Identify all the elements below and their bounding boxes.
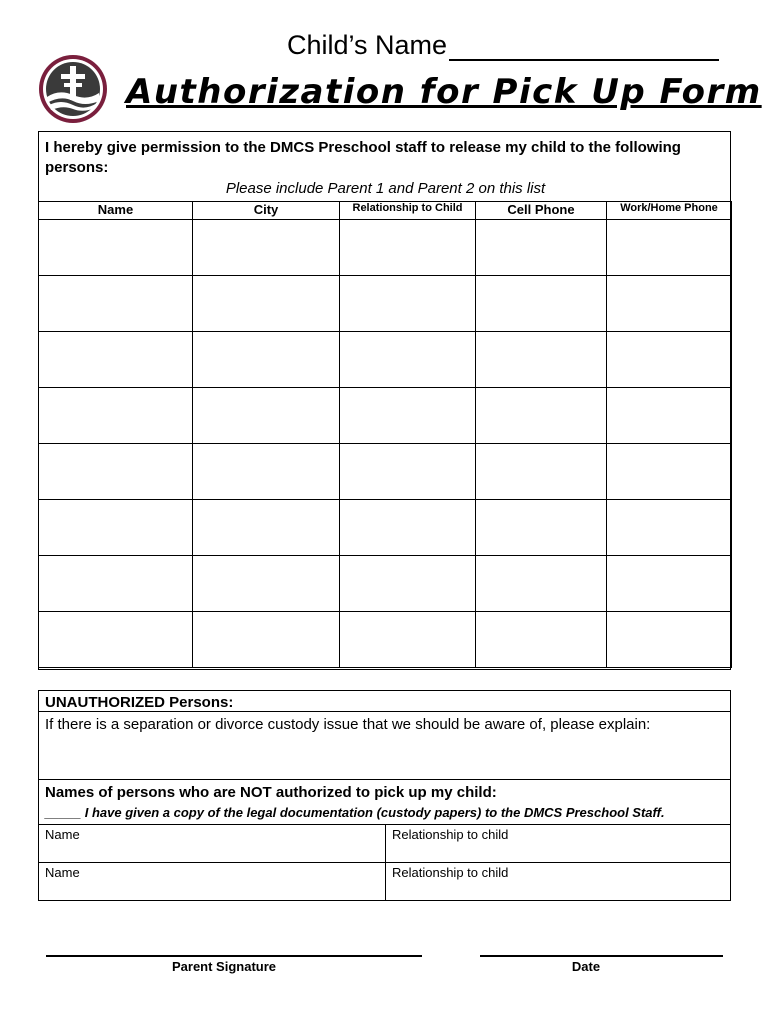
work-home-phone-cell[interactable] [607, 444, 732, 500]
child-name-label: Child’s Name [287, 30, 448, 60]
name-label: Name [45, 827, 80, 842]
relationship-cell[interactable] [340, 500, 476, 556]
column-header-cell-phone: Cell Phone [476, 202, 607, 220]
city-cell[interactable] [193, 332, 340, 388]
name-label: Name [45, 865, 80, 880]
table-row [39, 444, 732, 500]
city-cell[interactable] [193, 444, 340, 500]
name-cell[interactable] [39, 332, 193, 388]
custody-explanation-field[interactable] [39, 733, 730, 779]
table-header-row [39, 202, 732, 220]
name-cell[interactable] [39, 612, 193, 668]
cell-phone-cell[interactable] [476, 500, 607, 556]
unauthorized-name-field-2[interactable] [39, 863, 385, 900]
unauthorized-name-field-1[interactable] [39, 825, 385, 862]
cell-phone-cell[interactable] [476, 444, 607, 500]
table-row [39, 500, 732, 556]
city-cell[interactable] [193, 612, 340, 668]
authorized-persons-table [38, 201, 732, 668]
city-cell[interactable] [193, 276, 340, 332]
relationship-label: Relationship to child [392, 865, 509, 880]
unauthorized-relationship-field-1[interactable] [386, 825, 730, 862]
divider [39, 779, 730, 780]
column-header-city: City [193, 202, 340, 220]
school-logo [37, 53, 109, 125]
relationship-cell[interactable] [340, 276, 476, 332]
column-divider [385, 824, 386, 900]
parent-signature-label: Parent Signature [171, 959, 277, 974]
not-authorized-heading: Names of persons who are NOT authorized to pick up my child: [45, 784, 497, 801]
cell-phone-cell[interactable] [476, 332, 607, 388]
city-cell[interactable] [193, 556, 340, 612]
table-row [39, 388, 732, 444]
relationship-cell[interactable] [340, 220, 476, 276]
city-cell[interactable] [193, 388, 340, 444]
name-cell[interactable] [39, 500, 193, 556]
table-row [39, 612, 732, 668]
child-name-line[interactable] [449, 33, 719, 61]
form-title: Authorization for Pick Up Form [126, 72, 762, 112]
cell-phone-cell[interactable] [476, 388, 607, 444]
cell-phone-cell[interactable] [476, 220, 607, 276]
date-line[interactable] [480, 955, 723, 957]
unauthorized-relationship-field-2[interactable] [386, 863, 730, 900]
table-row [39, 332, 732, 388]
legal-documentation-checkline[interactable]: _____ I have given a copy of the legal documentation (custody papers) to the DMCS Preschool Staff. [45, 805, 665, 820]
work-home-phone-cell[interactable] [607, 220, 732, 276]
parent-signature-line[interactable] [46, 955, 422, 957]
name-cell[interactable] [39, 556, 193, 612]
work-home-phone-cell[interactable] [607, 388, 732, 444]
custody-question: If there is a separation or divorce custody issue that we should be aware of, please explain: [45, 716, 651, 733]
city-cell[interactable] [193, 220, 340, 276]
work-home-phone-cell[interactable] [607, 276, 732, 332]
unauthorized-header: UNAUTHORIZED Persons: [45, 694, 234, 711]
table-row [39, 276, 732, 332]
cell-phone-cell[interactable] [476, 276, 607, 332]
city-cell[interactable] [193, 500, 340, 556]
table-row [39, 556, 732, 612]
table-row [39, 220, 732, 276]
authorized-persons-section [38, 131, 731, 670]
unauthorized-persons-section [38, 690, 731, 901]
column-header-relationship: Relationship to Child [340, 202, 476, 220]
relationship-cell[interactable] [340, 444, 476, 500]
cell-phone-cell[interactable] [476, 556, 607, 612]
relationship-cell[interactable] [340, 388, 476, 444]
work-home-phone-cell[interactable] [607, 500, 732, 556]
name-cell[interactable] [39, 388, 193, 444]
column-header-work-home-phone: Work/Home Phone [607, 202, 732, 220]
cell-phone-cell[interactable] [476, 612, 607, 668]
date-label: Date [571, 959, 601, 974]
name-cell[interactable] [39, 220, 193, 276]
relationship-cell[interactable] [340, 332, 476, 388]
work-home-phone-cell[interactable] [607, 556, 732, 612]
work-home-phone-cell[interactable] [607, 612, 732, 668]
column-header-name: Name [39, 202, 193, 220]
child-name-field[interactable] [287, 30, 719, 61]
name-cell[interactable] [39, 444, 193, 500]
relationship-cell[interactable] [340, 612, 476, 668]
relationship-label: Relationship to child [392, 827, 509, 842]
work-home-phone-cell[interactable] [607, 332, 732, 388]
name-cell[interactable] [39, 276, 193, 332]
parents-note: Please include Parent 1 and Parent 2 on this list [225, 180, 546, 197]
relationship-cell[interactable] [340, 556, 476, 612]
permission-statement: I hereby give permission to the DMCS Preschool staff to release my child to the following persons: [45, 139, 681, 176]
divider [39, 711, 730, 712]
